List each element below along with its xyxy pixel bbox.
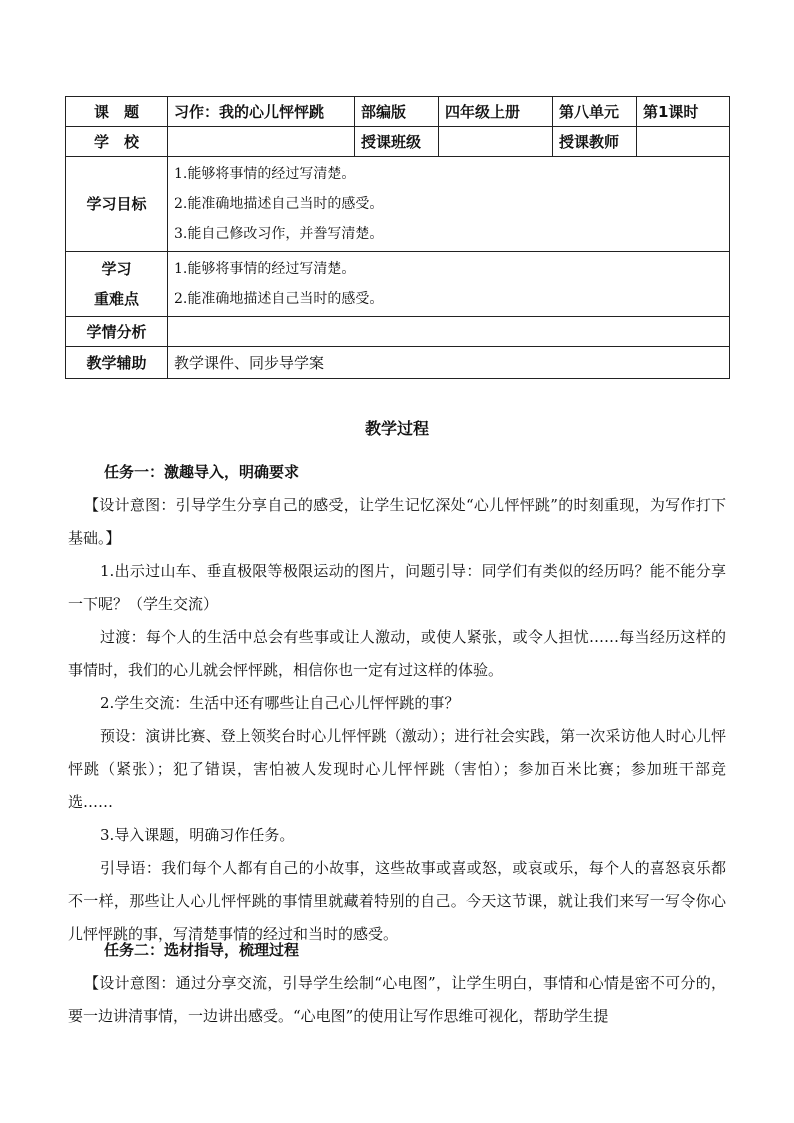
grade: 四年级上册	[439, 97, 553, 127]
task1-guide: 引导语：我们每个人都有自己的小故事，这些故事或喜或怒，或哀或乐，每个人的喜怒哀乐都不一样，那些让人心儿怦怦跳的事情里就藏着特别的自己。今天这节课，就让我们来写一写令你心儿怦怦跳的事，写清楚事情的经过和当时的感受。	[68, 859, 726, 943]
edition: 部编版	[355, 97, 439, 127]
task1-transition: 过渡：每个人的生活中总会有些事或让人激动，或使人紧张，或令人担忧……每当经历这样的事情时，我们的心儿就会怦怦跳，相信你也一定有过这样的体验。	[68, 628, 726, 679]
goal-item: 1.能够将事情的经过写清楚。	[174, 166, 356, 182]
task1-section	[68, 456, 726, 951]
aids-label: 教学辅助	[66, 347, 168, 379]
goals-list	[168, 157, 730, 252]
analysis-value	[168, 317, 730, 347]
row-aids	[66, 347, 730, 379]
goal-item: 3.能自己修改习作，并誊写清楚。	[174, 226, 384, 242]
task1-step3: 3.导入课题，明确习作任务。	[100, 826, 295, 844]
row-school	[66, 127, 730, 157]
task1-step2: 2.学生交流：生活中还有哪些让自己心儿怦怦跳的事？	[100, 694, 460, 712]
unit: 第八单元	[553, 97, 637, 127]
school-value	[168, 127, 355, 157]
row-key-points	[66, 252, 730, 317]
lesson-number: 第1课时	[637, 97, 730, 127]
class-value	[439, 127, 553, 157]
class-label: 授课班级	[355, 127, 439, 157]
analysis-label: 学情分析	[66, 317, 168, 347]
lesson-title: 习作：我的心儿怦怦跳	[168, 97, 355, 127]
lesson-info-table	[65, 96, 730, 379]
row-topic	[66, 97, 730, 127]
teacher-value	[637, 127, 730, 157]
key-point-item: 1.能够将事情的经过写清楚。	[174, 261, 356, 277]
topic-label: 课 题	[66, 97, 168, 127]
teacher-label: 授课教师	[553, 127, 637, 157]
key-point-item: 2.能准确地描述自己当时的感受。	[174, 291, 384, 307]
task1-step1: 1.出示过山车、垂直极限等极限运动的图片，问题引导：同学们有类似的经历吗？能不能分享一下呢？（学生交流）	[68, 562, 726, 613]
task2-heading: 任务二：选材指导，梳理过程	[104, 941, 300, 959]
aids-value: 教学课件、同步导学案	[168, 347, 730, 379]
process-title: 教学过程	[364, 419, 429, 438]
key-points-list	[168, 252, 730, 317]
key-points-label-line2: 重难点	[93, 290, 139, 308]
task1-heading: 任务一：激趣导入，明确要求	[104, 463, 300, 481]
task1-intent: 【设计意图：引导学生分享自己的感受，让学生记忆深处“心儿怦怦跳”的时刻重现，为写作打下基础。】	[68, 496, 726, 547]
school-label: 学 校	[66, 127, 168, 157]
goal-item: 2.能准确地描述自己当时的感受。	[174, 196, 384, 212]
row-goals	[66, 157, 730, 252]
task1-preset: 预设：演讲比赛、登上领奖台时心儿怦怦跳（激动）；进行社会实践，第一次采访他人时心儿怦怦跳（紧张）；犯了错误，害怕被人发现时心儿怦怦跳（害怕）；参加百米比赛；参加班干部竞选……	[68, 727, 726, 811]
task2-section	[68, 934, 726, 1033]
key-points-label	[66, 252, 168, 317]
task2-intent: 【设计意图：通过分享交流，引导学生绘制“心电图”，让学生明白，事情和心情是密不可分的，要一边讲清事情，一边讲出感受。“心电图”的使用让写作思维可视化，帮助学生提	[68, 974, 726, 1025]
goals-label: 学习目标	[66, 157, 168, 252]
row-analysis	[66, 317, 730, 347]
key-points-label-line1: 学习	[101, 260, 132, 278]
